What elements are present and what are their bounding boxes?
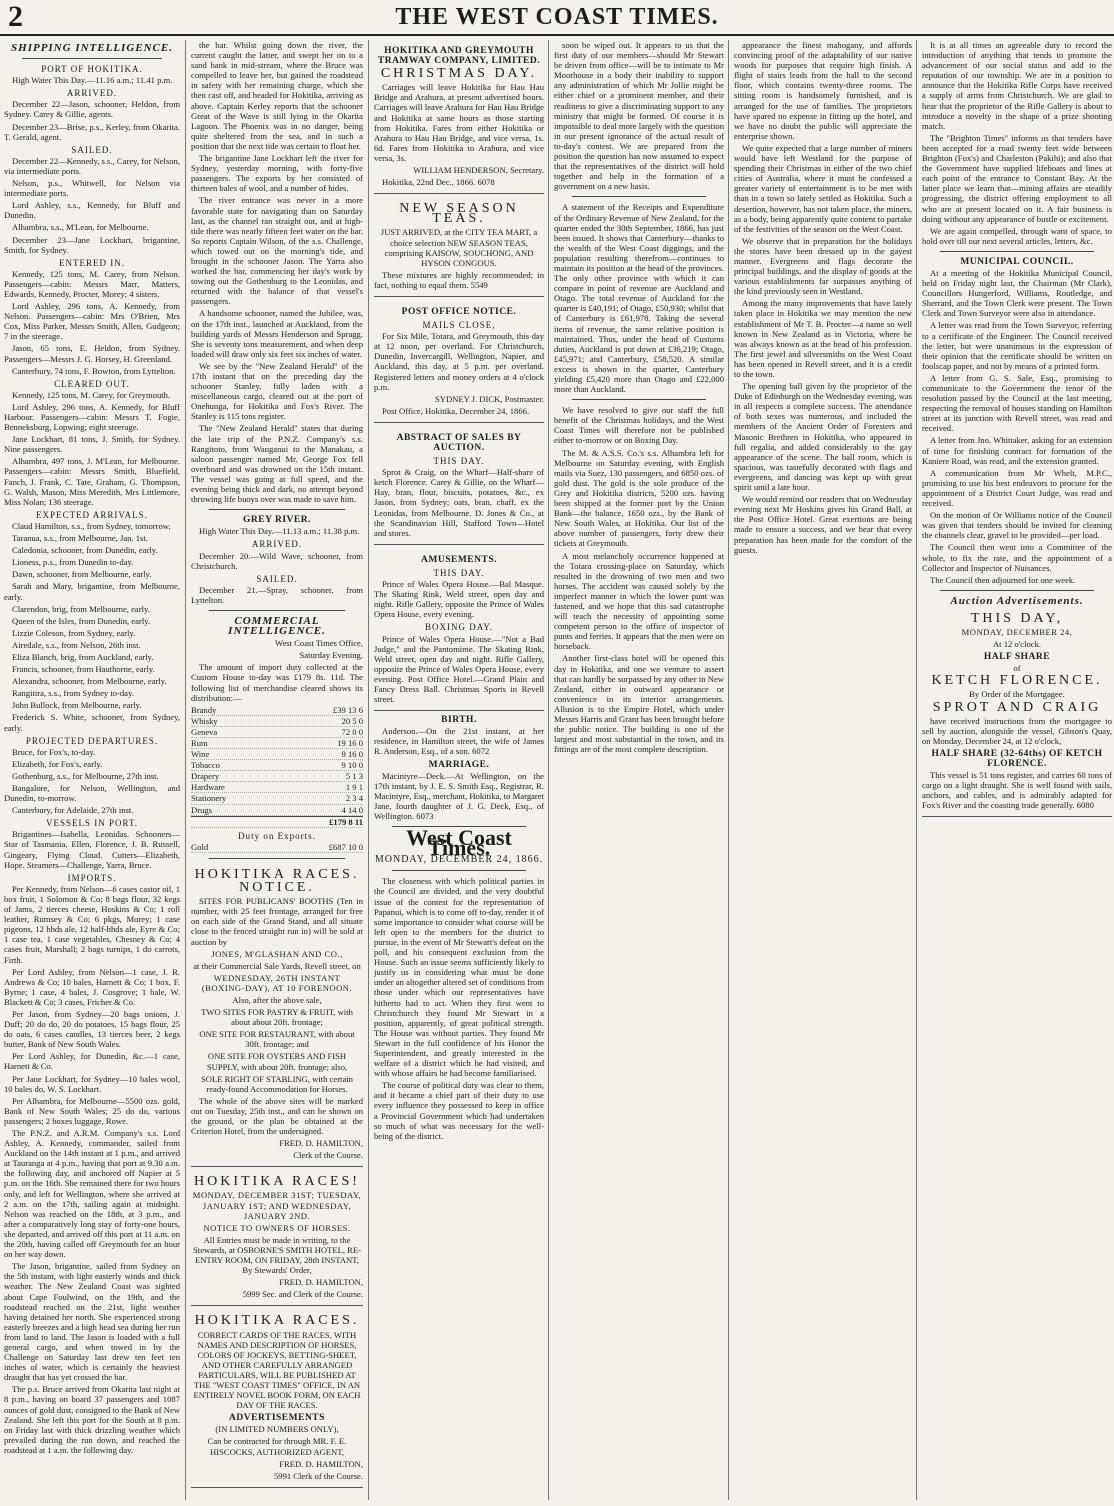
sailed-label: SAILED. — [71, 144, 113, 155]
expected-list — [4, 521, 180, 733]
council-report — [922, 268, 1112, 573]
owners-notice: All Entries must be made in writing, to the Stewards, at OSBORNE'S SMITH HOTEL, RE-ENTRY ROOM, ON FRIDAY, 28th INSTANT, By Stewards' Order, — [193, 1234, 361, 1276]
grey-high-water: High Water This Day.—11.13 a.m.; 11.38 p.m. — [199, 526, 360, 537]
tramway-ad — [374, 40, 544, 194]
adverts-sub: (IN LIMITED NUMBERS ONLY), — [215, 1424, 339, 1435]
expected-label: EXPECTED ARRIVALS. — [36, 509, 148, 520]
paragraph: Kennedy, 125 tons, M. Carey, from Nelson. Passengers—cabin: Messrs Marr, Matters, Edwards, Kennedy, Procter, Morey; 4 sisters. — [4, 268, 180, 299]
grey-river-heading: GREY RIVER. — [243, 515, 311, 526]
ledger-row — [191, 749, 363, 760]
paragraph: Jason, 65 tons, E. Heldon, from Sydney. Passengers—Messrs J. G. Horsey, H. Greenland. — [4, 343, 180, 364]
paragraph: A most melancholy occurrence happened at the Totara crossing-place on Saturday, which resulted in the drowning of two men and two horses. The accident was caused solely by the imperfect manner in which the lower punt was fastened, and we hope that this sad catastrophe will teach the necessity of appointing some competent person to the office of inspector of punts and ferries. It appears that the men were on horseback. — [554, 550, 724, 652]
imports-label: IMPORTS. — [67, 872, 117, 883]
auction-time: At 12 o'clock. — [992, 639, 1042, 650]
ledger-row — [191, 727, 363, 738]
paragraph: Frederick S. White, schooner, from Sydney, early. — [4, 712, 180, 733]
paragraph: Caledonia, schooner, from Dunedin, early. — [12, 545, 158, 556]
ledger-amount: 20 5 0 — [341, 715, 363, 726]
ledger-row — [191, 705, 363, 716]
paragraph: The "Brighton Times" informs us that tenders have been accepted for a road twenty feet wide between Brighton (Fox's) and Charleston (Pakihi); and also that the Government have supplied lifeboats and lines at each point of the entrance to Constant Bay. At the latter place we learn that—mining affairs are steadily progressing, the district offering employment to all who are at present located on it. A fair business is doing without any appearance of bustle or excitement. — [922, 132, 1112, 224]
paragraph: Per Jason, from Sydney—20 bags onions, J. Duff; 20 do do, 20 do potatoes, 15 bags flour, 25 do oats, 6 cases candles, 13 tierces beer, 2 kegs butter, Bank of New South Wales. — [4, 1008, 180, 1050]
masthead — [0, 0, 1114, 36]
cleared-list — [4, 390, 180, 507]
post-signatory: SYDNEY J. DICK, Postmaster. — [434, 393, 544, 404]
arrived-list — [4, 99, 180, 141]
boxing-sub: BOXING DAY. — [424, 622, 493, 633]
owners-signatory: FRED. D. HAMILTON, — [279, 1277, 363, 1288]
amuse-sub: THIS DAY. — [433, 567, 485, 578]
tramway-title: HOKITIKA AND GREYMOUTH TRAMWAY COMPANY, LIMITED. — [377, 46, 541, 67]
paragraph: Alhambra, s.s., M'Lean, for Melbourne. — [12, 222, 149, 233]
boxing-text: Prince of Wales Opera House.—"Not a Bad Judge," and the Pantomime. The Skating Rink, Weld street, open day and night. Rifle Gallery, opposite the Prince of Wales Opera House, every evening. Post Office Hotel.—Grand Plain and Fancy Dress Ball. Christmas Sports in Revell street. — [374, 633, 544, 705]
column-council — [916, 40, 1114, 1500]
races-signatory: FRED. D. HAMILTON, — [279, 1138, 363, 1149]
auction-date: WEDNESDAY, 26TH INSTANT (BOXING-DAY), AT 10 FORENOON. — [201, 972, 353, 993]
council-title: MUNICIPAL COUNCIL. — [960, 256, 1074, 267]
editorial-date: MONDAY, DECEMBER 24, 1866. — [374, 854, 544, 866]
entered-list — [4, 269, 180, 376]
birth-text: Anderson.—On the 21st instant, at her residence, in Hamilton street, the wife of James R. Anderson, Esq., of a son. 6072 — [374, 726, 544, 757]
paragraph: ONE SITE FOR RESTAURANT, with about 30ft. frontage; and — [199, 1029, 355, 1050]
divider — [572, 196, 706, 197]
cleared-label: CLEARED OUT. — [54, 378, 130, 389]
ledger-row — [191, 738, 363, 749]
marriage-title: MARRIAGE. — [428, 759, 490, 770]
paragraph: We would remind our readers that on Wednesday evening next Mr Hoskins gives his Grand Ball, at the Post Office Hotel. Great exertions are being made to ensure a success, and we hear that every preparation has been made for the comfort of the guests. — [734, 494, 912, 555]
paragraph: We are again compelled, through want of space, to hold over till our next several articles, letters, &c. — [922, 225, 1112, 246]
paragraph: Rangitira, s.s., from Sydney to-day. — [12, 688, 134, 699]
ledger-row — [191, 793, 363, 804]
news-top — [554, 40, 724, 191]
amuse-title: AMUSEMENTS. — [421, 554, 497, 565]
paragraph: the bar. Whilst going down the river, the current caught the latter, and swept her on to a sand bank in mid-stream, where the Bruce was compelled to leave her, but gained the roadstead in safety with her remaining charge, which she then cast off, and headed for Hokitika, arriving as above. Captain Kerley reports that the schooner Great of the Wave is still lying in the Okarita Lagoon. The Phoenix was in no danger, being quite sheltered from the sea, and in such a position that the next tide was certain to float her. — [191, 40, 363, 151]
half-share-detail: HALF SHARE (32-64ths) OF KETCH FLORENCE. — [931, 748, 1103, 769]
entered-label: ENTERED IN. — [59, 257, 125, 268]
paragraph: Bruce, for Fox's, to-day. — [12, 746, 96, 757]
divider — [209, 509, 345, 510]
auction-place: at their Commercial Sale Yards, Revell street, on — [193, 960, 361, 971]
paragraph: December 22—Kennedy, s.s., Carey, for Nelson, via intermediate ports. — [4, 155, 180, 176]
races-notice: SITES FOR PUBLICANS' BOOTHS (Ten in number, with 25 feet frontage, arranged for free on each side of the Grand Stand, and all situate close to the fenced straight run in) will be sold at auction by — [191, 896, 363, 947]
birth-title: BIRTH. — [441, 715, 477, 726]
page-number: 2 — [8, 0, 23, 33]
paragraph: John Bullock, from Melbourne, early. — [12, 700, 142, 711]
paragraph: The course of political duty was clear to them, and it became a chief part of their duty to use every influence they possessed to keep in office a Provincial Government which had undertaken so much of what was necessary for the well-being of the district. — [374, 1080, 544, 1141]
paragraph: Sarah and Mary, brigantine, from Melbourne, early. — [4, 581, 180, 602]
departures-list — [4, 747, 180, 816]
shipping-narrative — [4, 1128, 180, 1455]
paragraph: The Jason, brigantine, sailed from Sydney on the 5th instant, with light easterly winds and thick weather. The New Zealand Coast was sighted about Cape Foulwind, on the 19th, and the roadstead reached on the 21st, light weather having detained her north. She experienced strong easterly breezes and a high head sea during her run from land to land. The Jason is loaded with a full general cargo, and when towed in by the Challenge on Saturday last drew ten feet ten inches of water, which is certainly the heaviest draught that has yet crossed the bar. — [4, 1261, 180, 1383]
ledger-item: Rum — [191, 738, 208, 748]
ledger-item: Tobacco — [191, 760, 220, 771]
ledger-item: Drugs — [191, 804, 213, 815]
divider — [572, 399, 706, 400]
paragraph: Per Lord Ashley, from Nelson—1 case, J. R. Andrews & Co; 10 bales, Harnett & Co; 1 box, F. Byrne; 1 case, 4 bales, J. Cosgrove; 1 bale, W. Blackett & Co; 3 cases, Fricher & Co. — [4, 966, 180, 1007]
sailed-list — [4, 156, 180, 255]
paragraph: A letter from G. S. Sale, Esq., promising to communicate to the Government the tenor of the resolution passed by the Council at the last meeting, respecting the removal of houses standing on Hamilton street at its junction with Revell street, was read and received. — [922, 372, 1112, 434]
of-word: of — [1013, 663, 1021, 674]
paragraph: A communication from Mr Whelt, M.P.C., promising to use his best endeavors to procure for the appointment of a District Court Judge, was read and received. — [922, 467, 1112, 509]
owners-role: 5999 Sec. and Clerk of the Course. — [242, 1289, 363, 1300]
paragraph: Another first-class hotel will be opened this day in Hokitika, and one we venture to assert that can hardly be surpassed by any other in New Zealand, either in outward appearance or convenience in its interior arrangements. Allusion is to the Empire Hotel, which under Messrs Harris and Grant has been brought before the public notice. The building is one of the largest and most substantial in the town, and its fittings are of the most complete description. — [554, 653, 724, 755]
paragraph: Nelson, p.s., Whitwell, for Nelson via intermediate ports. — [4, 178, 180, 199]
paragraph: The opening ball given by the proprietor of the Duke of Edinburgh on the Wednesday evening, was in all respects a complete success. The attendance of both sexes was numerous, and included the members of the Ancient Order of Foresters and Masonic Brethren in Hokitika, who appeared in full regalia, and added considerably to the gay appearance of the scene. The ball room, which is spacious, was tastefully decorated with flags and evergreens, and dancing was kept up with great spirit until a late hour. — [734, 381, 912, 493]
ketch-name: KETCH FLORENCE. — [931, 673, 1103, 689]
paragraph: The P.N.Z. and A.R.M. Company's s.s. Lord Ashley, A. Kennedy, commander, sailed from Auckland on the 14th instant at 1 p.m., and arrived at Tauranga at 4 p.m., having that port at 9.30 a.m. the following day, and anchored off Napier at 5 p.m. on the 16th. She remained there for two hours only, and left for Wellington, where she arrived at 2 a.m. on the 17th, sailing again at midnight. Nelson was reached on the 18th, at 3 p.m., and after a comparatively long stay of forty-one hours, she departed, and arrived off this port at 11 a.m. on the 20th, having called off Greymouth for an hour on her way down. — [4, 1128, 180, 1260]
adverts-text: Can be contracted for through MR. F. E. HISCOCKS, AUTHORIZED AGENT, — [207, 1436, 347, 1457]
paragraph: December 23—Brise, p.s., Kerley, from Okarita. T. Gerald, agent. — [4, 121, 180, 142]
sprot-craig-title: SPROT AND CRAIG — [932, 699, 1102, 715]
paragraph: Alhambra, 497 tons, J. M'Lean, for Melbourne. Passengers—cabin: Messrs Smith, Bluefield, Fanch, J. Frank, C. Tate, Graham, G. Thompson, G. Walsh, Mason, Miss Meredith, Mrs Littlemore, Miss Nolan; 136 steerage. — [4, 456, 180, 507]
adverts-role: 5991 Clerk of the Course. — [273, 1470, 363, 1481]
paragraph: SOLE RIGHT OF STABLING, with certain ready-found Accommodation for Horses. — [201, 1073, 353, 1094]
paragraph: A handsome schooner, named the Jubilee, was, on the 17th inst., launched at Auckland, from the building yards of Messrs Henderson and Spragg. She is seventy tons measurement, and when deep loaded will draw only six feet six inches of water. — [191, 308, 363, 359]
grey-sailed-label: SAILED. — [256, 573, 298, 584]
in-port-label: VESSELS IN PORT. — [45, 818, 139, 829]
ledger-amount: 19 16 0 — [337, 738, 363, 748]
paragraph: appearance the finest mahogany, and affords convincing proof of the adaptability of our native woods for purposes that require high finish. A flight of stairs leads from the hall to the second floor, which contains twenty-three rooms. The sitting room is handsomely furnished, and is arranged for the use of families. The proprietors have spared no expense in fitting up the hotel, and we have no doubt the public will appreciate the enterprise shown. — [734, 40, 912, 141]
commercial-office: West Coast Times Office, — [275, 638, 363, 649]
marriage-text: Macintyre—Deck.—At Wellington, on the 17th instant, by J. E. S. Smith Esq., Registrar, R. Macintyre, Esq., merchant, Hokitika, to Margaret Jane, fourth daughter of J. G. Deck, Esq., of Wellington. 6073 — [374, 770, 544, 821]
abstract-title: ABSTRACT OF SALES BY AUCTION. — [396, 432, 522, 453]
column-shipping — [4, 40, 185, 1500]
exports-amount: £687 10 0 — [328, 841, 363, 852]
paragraph: Dawn, schooner, from Melbourne, early. — [12, 569, 152, 580]
races-plan: The whole of the above sites will be marked out on Tuesday, 25th inst., and can be shown on the ground, or the plan be obtained at the Criterion Hotel, from the undersigned. — [191, 1095, 363, 1137]
exports-label: Duty on Exports. — [238, 830, 316, 841]
revenue-article — [554, 202, 724, 394]
race-days: MONDAY, DECEMBER 31ST; TUESDAY, JANUARY 1ST; AND WEDNESDAY, JANUARY 2ND. — [192, 1190, 362, 1221]
exports-item: Gold — [191, 841, 209, 852]
auction-lots — [191, 1007, 363, 1094]
ledger-amount: 72 0 0 — [341, 726, 363, 737]
auction-heading: Auction Advertisements. — [950, 594, 1084, 607]
paragraph: Lioness, p.s., from Dunedin to-day. — [12, 557, 134, 568]
mortgagee-line: By Order of the Mortgagee. — [969, 689, 1065, 700]
paragraph: At a meeting of the Hokitika Municipal Council, held on Friday night last, the Chairman (Mr Clark), Councillors Hungerford, Williams, Routledge, and Sherrard, and the Town Clerk were present. The Town Clerk and Town Surveyor were also in attendance. — [922, 267, 1112, 319]
races2-title: HOKITIKA RACES! — [194, 1174, 360, 1190]
grey-arrived-label: ARRIVED. — [251, 539, 303, 550]
paragraph: TWO SITES FOR PASTRY & FRUIT, with about about 20ft. frontage; — [201, 1007, 353, 1028]
column-commercial — [185, 40, 368, 1500]
adverts-signatory: FRED. D. HAMILTON, — [279, 1458, 363, 1469]
ledger-row — [191, 716, 363, 727]
paragraph: soon be wiped out. It appears to us that the first duty of our members—should Mr Stewart be driven from office—will be to intimate to Mr Moorhouse in a body their inability to support any administration of which Mr Jollie might be either chief or a prominent member, and their readiness to give a discriminating support to any ministry that might be formed. Of course it is impossible to deal more largely with the question in our present ignorance of the actual result of to-day's contest. We are prepared from the position the question has now assumed to expect that the representatives of the district will hold together and help in the formation of a government on a new basis. — [554, 40, 724, 192]
paragraph: Airedale, s.s., from Nelson, 26th inst. — [12, 639, 141, 650]
ledger-amount: £39 13 6 — [332, 704, 363, 715]
commercial-day: Saturday Evening. — [299, 650, 363, 661]
ledger-amount: 5 1 3 — [345, 771, 363, 782]
column-news-2 — [728, 40, 917, 1500]
paragraph: The Council then went into a Committee of the whole, to fix the rate, and the appointment of a Collector and Inspector of Nuisances. — [922, 542, 1112, 573]
paragraph: Per Alhambra, for Melbourne—5500 ozs. gold, Bank of New South Wales; 25 do do, various passengers; 2 boxes luggage, Rowe. — [4, 1095, 180, 1126]
post-title: POST OFFICE NOTICE. — [401, 306, 517, 317]
paragraph: Lord Ashley, 296 tons, A. Kennedy, from Nelson. Passengers—cabin: Mrs O'Brien, Mrs Cox, Miss Parker, Messrs Smith, Allen, Gudgeon; 7 in the steerage. — [4, 301, 180, 342]
races3-title: HOKITIKA RACES. — [194, 1313, 360, 1329]
paragraph: Per Kennedy, from Nelson—6 cases castor oil, 1 box fruit, 1 Solomon & Co; 8 bags flour, 32 kegs of Jams, 2 tierces cheese, Hoskins & Co; 1 roll leather, Rumsey & Co; 6 pkgs, Morey; 1 case pigeons, 12 hhds ale, 12 half-hhds ale, Eyre & Co; 1 case tea, 1 case vegetables, Chesney & Co; 4 cases fruit, Marshall; 2 bags turnips, 1 do carrots, Firth. — [4, 883, 180, 965]
paragraph: Canterbury, 74 tons, F. Bowton, from Lyttelton. — [12, 365, 176, 376]
xmas-text: Carriages will leave Hokitika for Hau Hau Bridge and Arahura, at present advertised hours. Carriages will leave Arahura for Hau Hau Bridge and Hokitika at same hours as those starting from Hokitika. Fares from either Hokitika or Arahura to Hau Hau Bridge, and vice versa, 1s. 6d. Fares from Hokitika to Arahura, and vice versa, 3s. — [374, 82, 544, 163]
high-water: High Water This Day.—11.16 a.m.; 11.41 p.m. — [12, 75, 173, 86]
paragraph: Alexandra, schooner, from Melbourne, early. — [12, 676, 167, 687]
xmas-date: Hokitika, 22nd Dec., 1866. 6078 — [382, 177, 495, 188]
port-heading: PORT OF HOKITIKA. — [41, 64, 143, 75]
ledger-item: Drapery — [191, 771, 220, 782]
ledger-amount: 9 10 0 — [341, 760, 363, 771]
column-notices — [368, 40, 549, 1500]
arrived-label: ARRIVED. — [66, 88, 118, 99]
in-port-text: Brigantines—Isabella, Leonidas. Schooners—Star of Tasmania, Ellen, Florence, J. B. Russell, Gingeary, Flying Cloud. Cutters—Elizabeth, Hope. Steamers—Challenge, Yarra, Bruce. — [4, 829, 180, 870]
abstract-sub: THIS DAY. — [433, 456, 485, 467]
paragraph: Elizabeth, for Fox's, early. — [12, 758, 103, 769]
departures-label: PROJECTED DEPARTURES. — [25, 735, 159, 746]
paragraph: Lord Ashley, s.s., Kennedy, for Bluff and Dunedin. — [4, 200, 180, 221]
paragraph: Among the many improvements that have lately taken place in Hokitika we may mention the new establishment of Mr T. B. Procter—a name so well known in New Zealand as in Victoria, where he was always known as at the head of his profession. The first jewel and silversmiths on the West Coast has been opened in Revell street, and it is a credit to the town. — [734, 298, 912, 379]
ledger-amount: 4 14 0 — [341, 804, 363, 815]
adverts-title: ADVERTISEMENTS — [229, 1413, 325, 1424]
paragraph: The M. & A.S.S. Co.'s s.s. Alhambra left for Melbourne on Saturday evening, with English mails via Suez, 130 passengers, and 6850 ozs. of gold dust. The gold is the sole produce of the Grey and Hokitika districts, 5200 ozs. having been shipped at the former port by the Union Bank—the balance, 1650 ozs., by the Bank of New South Wales, at Hokitika. Our list of the above number of passengers, forty drew their tickets at Greymouth. — [554, 447, 724, 549]
races-title: HOKITIKA RACES. — [194, 866, 360, 882]
teas-text: JUST ARRIVED, at the CITY TEA MART, a choice selection NEW SEASON TEAS, comprising KAISOW, SOUCHONG, AND HYSON CONGOUS. — [380, 227, 538, 268]
paragraph: We quite expected that a large number of miners would have left Westland for the purpose of spending their Christmas in either of the two chief cities of Australia, where it must be confessed a greater variety of entertainment is to be met with than in a town so lately settled as Hokitika. Such a desertion, however, has not taken place, the miners, as a body, being apparently quite content to partake of the festivities of the season on the West Coast. — [734, 142, 912, 234]
teas-recommend: These mixtures are highly recommended; in fact, nothing to equal them. 5549 — [374, 269, 544, 290]
post-date: Post Office, Hokitika, December 24, 1866. — [382, 405, 530, 416]
sprot-text: have received instructions from the mortgagee to sell by auction, alongside the vessel, Gibson's Quay, on Monday, December 24, at 12 o'clock, — [922, 715, 1112, 746]
auctioneer: JONES, M'GLASHAN AND CO., — [211, 948, 343, 959]
ledger-amount: 9 16 0 — [341, 749, 363, 760]
leader-article — [374, 876, 544, 1140]
paragraph: We have resolved to give our staff the full benefit of the Christmas holidays, and the West Coast Times will therefore not be published either to-morrow or on Boxing Day. — [554, 405, 724, 446]
ledger-item: Hardware — [191, 782, 225, 793]
paragraph: Eliza Blanch, brig, from Auckland, early. — [12, 651, 154, 662]
ledger-row — [191, 760, 363, 771]
post-text: For Six Mile, Totara, and Greymouth, this day at 12 noon, per overland. For Christchurch, Dunedin, Invercargill, Wellington, Napier, and Auckland, this day, at 5 p.m. per overland. Registered letters and money orders at 4 o'clock p.m. — [374, 331, 544, 392]
paragraph: Canterbury, for Adelaide, 27th inst. — [12, 805, 134, 816]
newspaper-title: THE WEST COAST TIMES. — [395, 4, 719, 30]
commercial-heading: COMMERCIAL INTELLIGENCE. — [228, 614, 326, 638]
paragraph: The p.s. Bruce arrived from Okarita last night at 8 p.m., having on board 37 passengers and 1087 ounces of gold dust, consigned to the Bank of New Zealand. She left this port for the South at 8 p.m. on Friday last with thick drizzling weather which prevailed during the run down, and reached the roadstead at 1 a.m. the following day. — [4, 1384, 180, 1455]
shipping-heading: SHIPPING INTELLIGENCE. — [11, 42, 173, 54]
divider — [392, 870, 526, 871]
ledger-item: Wine — [191, 749, 210, 760]
races-dates-ad — [191, 1171, 363, 1306]
column-news-1 — [548, 40, 729, 1500]
abstract-section — [374, 427, 544, 545]
grey-sailed: December 21.—Spray, schooner, from Lyttelton. — [191, 584, 363, 605]
paragraph: A statement of the Receipts and Expenditure of the Ordinary Revenue of New Zealand, for the quarter ended the 30th September, 1866, has just been issued. It shows that Canterbury—thanks to the wealth of the West Coast diggings, and the population resulting therefrom—continues to maintain its position at the head of the provinces. The only other province with which it can compare in point of revenue are Auckland and Otago. The total revenue of Auckland for the quarter is £40,191; of Otago, £50,930; whilst that of Canterbury is £61,978. Taking the several items of revenue, the same relative position is maintained. Thus, under the head of Customs duties, Auckland is put down at £36,219; Otago, £45,971; and Canterbury, £58,520. A similar excess is shown in the quarter, Canterbury yielding £5,420 more than Otago and £22,000 more than Auckland. — [554, 202, 724, 395]
divider — [209, 610, 345, 611]
vessel-text: This vessel is 51 tons register, and carries 60 tons of cargo on a light draught. She is well found with sails, anchors, and cables, and is admirably adapted for Fox's River and the coasting trade generally. 6080 — [922, 770, 1112, 811]
paragraph: Bangalore, for Nelson, Wellington, and Dunedin, to-morrow. — [4, 783, 180, 804]
divider — [940, 590, 1094, 591]
bar-report — [191, 40, 363, 504]
news-items — [554, 405, 724, 754]
paragraph: Francis, schooner, from Hauthorne, early. — [12, 664, 155, 675]
paragraph: It is at all times an agreeable duty to record the introduction of anything that tends to promote the advancement of our social status and add to the reputation of our township. We are in a position to announce that the Hokitika Rifle Corps have received a supply of arms from Christchurch. We are glad to hear that the proprietor of the Rifle Gallery is about to introduce a novelty in the shape of a prize shooting match. — [922, 40, 1112, 131]
ledger-amount: 1 9 1 — [345, 782, 363, 793]
ledger-row — [191, 805, 363, 816]
paragraph: A letter from Jno. Whittaker, asking for an extension of time for finishing contract for formation of the Kaniere Road, was read, and the extension granted. — [922, 435, 1112, 466]
paragraph: Clarendon, brig, from Melbourne, early. — [12, 603, 150, 614]
paragraph: Per Jane Lockhart, for Sydney—10 bales wool, 10 bales do, W. S. Lockhart. — [4, 1073, 180, 1094]
half-share: HALF SHARE — [983, 652, 1051, 663]
races-role: Clerk of the Course. — [293, 1150, 363, 1161]
paragraph: Gothenburg, s.s., for Melbourne, 27th inst. — [12, 770, 159, 781]
ledger-total-row — [191, 816, 363, 828]
paragraph: Lizzie Coleson, from Sydney, early. — [12, 627, 136, 638]
ledger-item: Brandy — [191, 704, 217, 715]
duty-ledger — [191, 705, 363, 816]
paragraph: The river entrance was never in a more favorable state for navigating than on Saturday last, as the channel ran straight out, and at high-tide there was nearly fifteen feet water on the bar. So reports Captain Wilson, of the s.s. Challenge, which towed out on the morning's tide, and brought in the schooner Jason. The Yarra also worked the bar, commencing her day's work by towing out the Gothenburg to the Leonidas, and returned with the balance of that vessel's passengers. — [191, 195, 363, 307]
notice-title: NOTICE. — [239, 880, 315, 896]
teas-title: NEW SEASON TEAS. — [399, 201, 519, 227]
auction-day: THIS DAY, — [970, 610, 1064, 626]
abstract-text: Sprot & Craig, on the Wharf—Half-share of ketch Florence. Carey & Gillie, on the Wharf—Hay, bran, flour, biscuits, potatoes, &c., ex Jason, from Sydney; oats, bran, chaff, ex the Leonidas, from Melbourne. D. Jones & Co., at the Scandinavian Hill, Stafford Town—Hotel and stores. — [374, 467, 544, 538]
paragraph: Jane Lockhart, 81 tons, J. Smith, for Sydney. Nine passengers. — [4, 434, 180, 455]
amusements-section — [374, 549, 544, 711]
ledger-item: Stationery — [191, 793, 227, 804]
commercial-intro: The amount of import duty collected at the Custom House to-day was £179 8s. 11d. The following list of merchandise cleared shows its distribution:— — [191, 662, 363, 703]
paragraph: Lord Ashley, 296 tons, A. Kennedy, for Bluff Harbour. Passengers—cabin: Messrs T. Fogie, Benneksburg, Lopwing; eight steerage. — [4, 401, 180, 433]
ketch-auction-ad — [922, 608, 1112, 818]
race-cards-ad — [191, 1310, 363, 1487]
paragraph: December 23—Jane Lockhart, brigantine, Smith, for Sydney. — [4, 234, 180, 255]
paragraph: ONE SITE FOR OYSTERS AND FISH SUPPLY, with about 20ft. frontage; also, — [206, 1051, 348, 1072]
xmas-title: CHRISTMAS DAY. — [380, 66, 538, 82]
auction-date-line: MONDAY, DECEMBER 24, — [961, 626, 1073, 637]
also-sold: Also, after the above sale, — [232, 994, 322, 1005]
editorial-paper-name: West Coast Times. — [406, 825, 512, 861]
paragraph: A letter was read from the Town Surveyor, referring to a certificate of the Engineer. The Council received the letter, but were unanimous in the expression of their opinion that the certificate should be written on foolscap paper, and not by means of a printed form. — [922, 320, 1112, 371]
race-cards: CORRECT CARDS OF THE RACES, WITH NAMES AND DESCRIPTION OF HORSES, COLORS OF JOCKEYS, BETTING-SHEET, AND OTHER CAREFULLY ARRANGED PARTICULARS, WILL BE PUBLISHED AT THE "WEST COAST TIMES" OFFICE, IN AN ENTIRELY NOVEL BOOK FORM, ON EACH DAY OF THE RACES. — [193, 1329, 361, 1411]
ledger-total: £179 8 11 — [329, 816, 363, 827]
post-sub: MAILS CLOSE, — [422, 320, 496, 331]
post-office-ad — [374, 301, 544, 423]
paragraph: We observe that in preparation for the holidays the stores have been dressed up in the gayest manner. Evergreens and flags decorate the principal buildings, and the display of goods at the various establishments far surpasses anything of the kind previously seen in Westland. — [734, 235, 912, 297]
paragraph: The brigantine Jane Lockhart left the river for Sydney, yesterday morning, with forty-five passengers. The exports by her consisted of thirteen bales of wool, and a number of hides. — [191, 153, 363, 194]
news-items-3 — [922, 40, 1112, 246]
races-booths-ad — [191, 864, 363, 1167]
paragraph: Per Lord Ashley, for Dunedin, &c.—1 case, Harnett & Co. — [4, 1051, 180, 1072]
divider — [22, 58, 162, 59]
grey-arrived: December 20.—Wild Wave, schooner, from Christchurch. — [191, 550, 363, 571]
paragraph: Claud Hamilton, s.s., from Sydney, tomorrow. — [12, 520, 171, 531]
paragraph: The "New Zealand Herald" states that during the late trip of the P.N.Z. Company's s.s. Rangitoto, from Wanganui to the Manakau, a saloon passenger named Mr. George Fox fell overboard and was drowned on the 15th instant. The vessel was going at full speed, and the evening being thick and dark, no attempt beyond throwing life buoys over was made to save him. — [191, 423, 363, 505]
imports-list — [4, 884, 180, 1126]
teas-ad — [374, 198, 544, 297]
paragraph: Queen of the Isles, from Dunedin, early. — [12, 615, 151, 626]
paragraph: December 22—Jason, schooner, Heldon, from Sydney. Carey & Gillie, agents. — [4, 99, 180, 120]
ledger-row — [191, 782, 363, 793]
owners-notice-title: NOTICE TO OWNERS OF HORSES. — [203, 1222, 351, 1233]
divider — [209, 858, 345, 859]
news-items-2 — [734, 40, 912, 555]
paragraph: The closeness with which political parties in the Council are divided, and the very doubtful issue of the contest for the representation of Papanui, which is to come off to-day, render it of some importance to consider what course will be left open to the members for the district to pursue, in the event of Mr Stewart's defeat on the poll, and his consequent exclusion from the House. Such an issue seems sufficiently likely to justify us in considering what must be done under an altogether altered set of conditions from those under which our representatives have hitherto had to act. When they first went to Christchurch they found Mr Stewart in a position, apparently, of great political strength. The House was without parties. They found Mr Stewart in the full confidence of his Honor the Superintendent, and greatly interested in the welfare of a district which he had visited, and with whose affairs he had become familiarised. — [374, 876, 544, 1079]
ledger-amount: 2 3 4 — [345, 793, 363, 804]
paragraph: Taranua, s.s., from Melbourne, Jan. 1st. — [12, 533, 148, 544]
divider — [940, 251, 1094, 252]
ledger-item: Whisky — [191, 715, 218, 726]
exports-row — [191, 842, 363, 853]
amuse-text: Prince of Wales Opera House.—Bal Masque. The Skating Rink, Weld street, open day and night. Rifle Gallery, opposite the Prince of Wales Opera House, every evening. — [374, 579, 544, 620]
paragraph: Kennedy, 125 tons, M. Carey, for Greymouth. — [12, 389, 171, 400]
council-end: The Council then adjourned for one week. — [930, 574, 1076, 585]
paragraph: On the motion of Or Williams notice of the Council was given that tenders should be invited for cleaning the channels clear, gravel to be provided—per load. — [922, 510, 1112, 541]
xmas-signatory: WILLIAM HENDERSON, Secretary. — [413, 165, 544, 176]
ledger-row — [191, 771, 363, 782]
paragraph: We see by the "New Zealand Herald" of the 17th instant that on the preceding day the schooner Stanley, fully laden with a miscellaneous cargo, cleared out at the port of Onehunga, for Hokitika and Fox's River. The Stanley is 115 tons register. — [191, 360, 363, 422]
ledger-item: Geneva — [191, 726, 218, 737]
